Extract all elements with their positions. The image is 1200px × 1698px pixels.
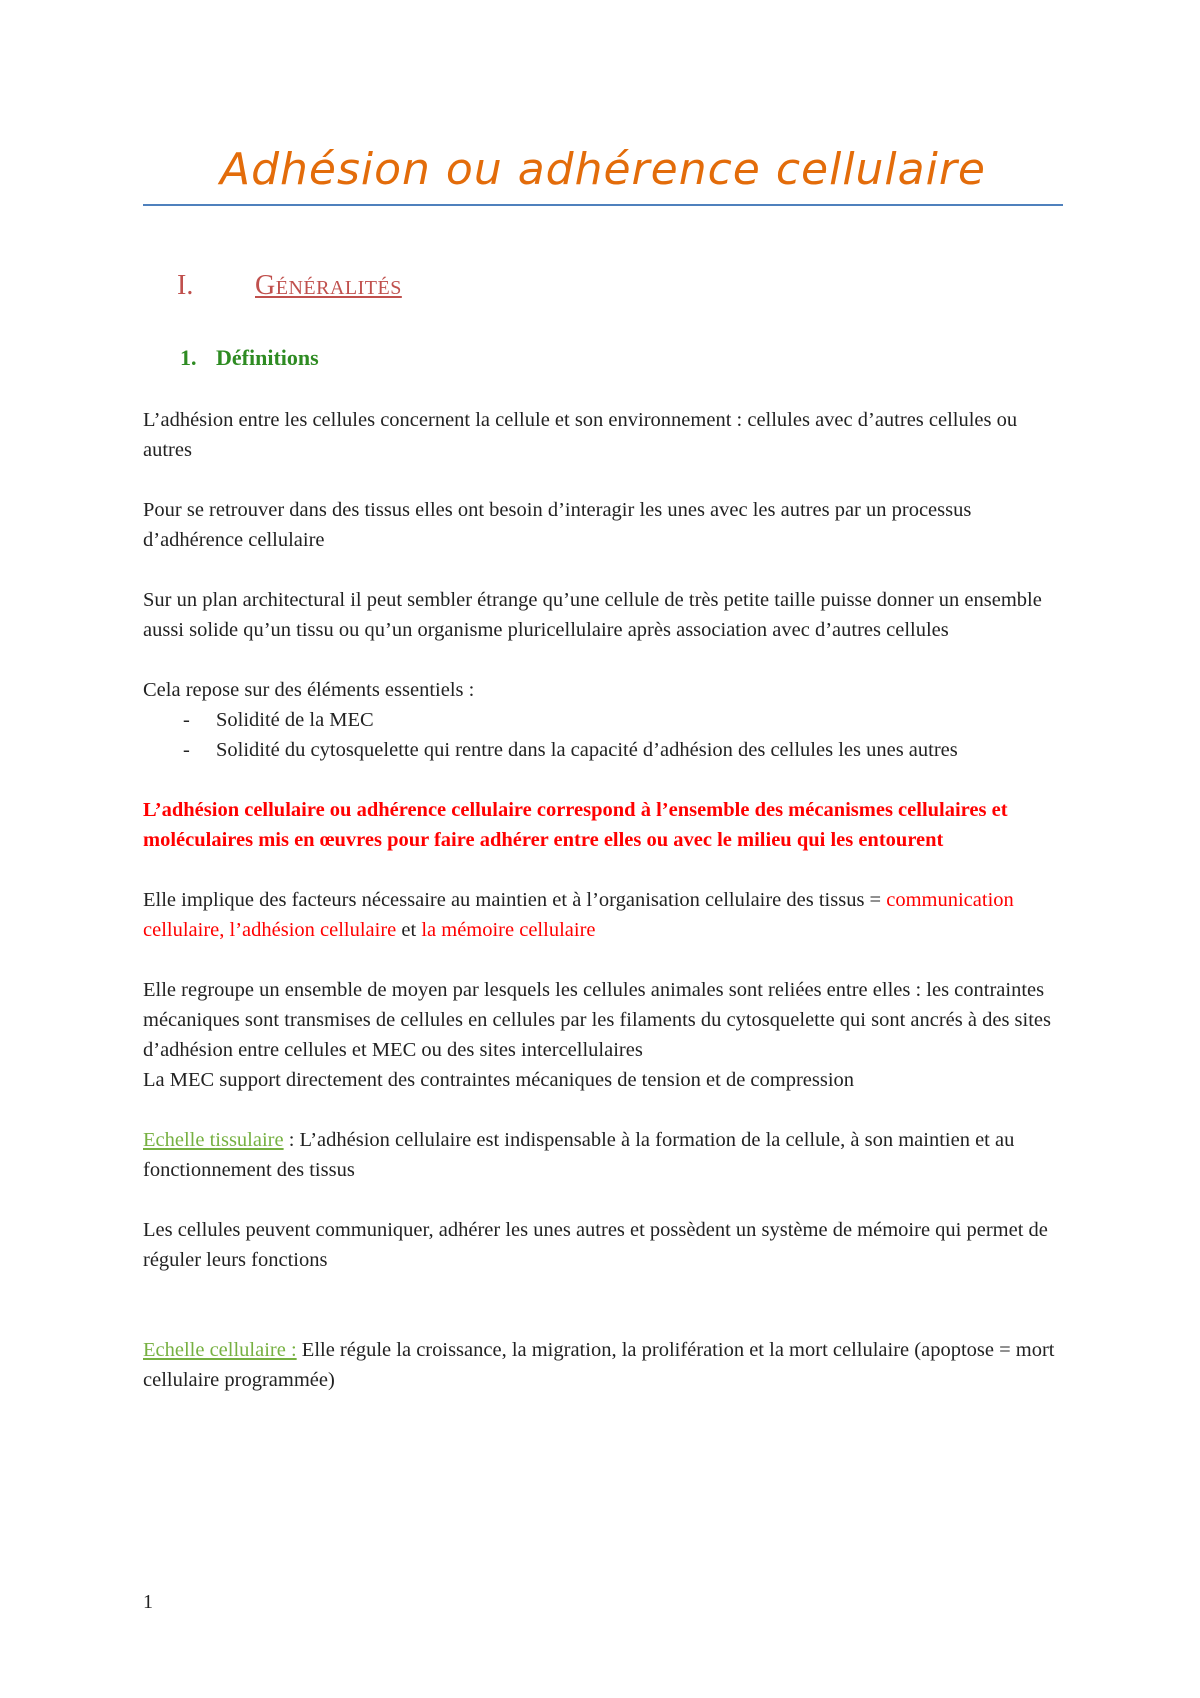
paragraph-architecture: Sur un plan architectural il peut sembler étrange qu’une cellule de très petite taille puisse donner un ensemble aussi solide qu’un tissu ou qu’un organisme pluricellulaire après association avec d’autres cellules xyxy=(143,589,1042,641)
subsection-heading xyxy=(180,343,319,373)
list-dash: - xyxy=(183,739,190,761)
paragraph-tissues: Pour se retrouver dans des tissus elles ont besoin d’interagir les unes avec les autres par un processus d’adhérence cellulaire xyxy=(143,499,972,551)
list-item xyxy=(143,705,1068,735)
paragraph-essential-elements: Cela repose sur des éléments essentiels : xyxy=(143,679,475,701)
tissue-scale-label: Echelle tissulaire xyxy=(143,1129,284,1151)
paragraph-tissue-scale xyxy=(143,1125,1068,1185)
section-title: Généralités xyxy=(255,270,402,301)
paragraph-mechanical-constraints: Elle regroupe un ensemble de moyen par lesquels les cellules animales sont reliées entre elles : les contraintes mécaniques sont transmises de cellules en cellules par les filaments du cytosquelette qui sont ancrés à des sites d’adhésion entre cellules et MEC ou des sites intercellulaires xyxy=(143,979,1052,1061)
list-item-text: Solidité de la MEC xyxy=(216,709,374,731)
tissue-scale-text: : L’adhésion cellulaire est indispensable à la formation de la cellule, à son maintien et au fonctionnement des tissus xyxy=(143,1129,1015,1181)
list-item-text: Solidité du cytosquelette qui rentre dans la capacité d’adhésion des cellules les unes autres xyxy=(216,739,958,761)
paragraph-cell-scale xyxy=(143,1335,1068,1395)
page-number: 1 xyxy=(143,1591,153,1613)
factors-intro: Elle implique des facteurs nécessaire au maintien et à l’organisation cellulaire des tissus = xyxy=(143,889,882,911)
definition-highlight: L’adhésion cellulaire ou adhérence cellulaire correspond à l’ensemble des mécanismes cellulaires et moléculaires mis en œuvres pour faire adhérer entre elles ou avec le milieu qui les entourent xyxy=(143,799,1008,851)
factors-middle: et xyxy=(401,919,417,941)
cell-scale-label: Echelle cellulaire : xyxy=(143,1339,297,1361)
list-item xyxy=(143,735,1068,765)
paragraph-environment: L’adhésion entre les cellules concernent la cellule et son environnement : cellules avec d’autres cellules ou autres xyxy=(143,409,1018,461)
list-dash: - xyxy=(183,709,190,731)
section-number: I. xyxy=(177,270,194,301)
factors-red-memory: la mémoire cellulaire xyxy=(421,919,596,941)
subsection-number: 1. xyxy=(180,345,197,370)
title-underline-rule xyxy=(143,204,1063,206)
essential-elements-list xyxy=(143,705,1068,765)
paragraph-factors xyxy=(143,885,1068,945)
subsection-title: Définitions xyxy=(216,345,319,370)
section-heading xyxy=(177,268,402,304)
document-body xyxy=(143,405,1068,1425)
paragraph-communication: Les cellules peuvent communiquer, adhérer les unes autres et possèdent un système de mémoire qui permet de réguler leurs fonctions xyxy=(143,1219,1048,1271)
cell-scale-text: Elle régule la croissance, la migration, la prolifération et la mort cellulaire (apoptose = mort cellulaire programmée) xyxy=(143,1339,1055,1391)
paragraph-mec-support: La MEC support directement des contraintes mécaniques de tension et de compression xyxy=(143,1069,855,1091)
document-title: Adhésion ou adhérence cellulaire xyxy=(219,144,987,195)
factors-red-communication: communication cellulaire, l’adhésion cellulaire xyxy=(143,889,1014,941)
